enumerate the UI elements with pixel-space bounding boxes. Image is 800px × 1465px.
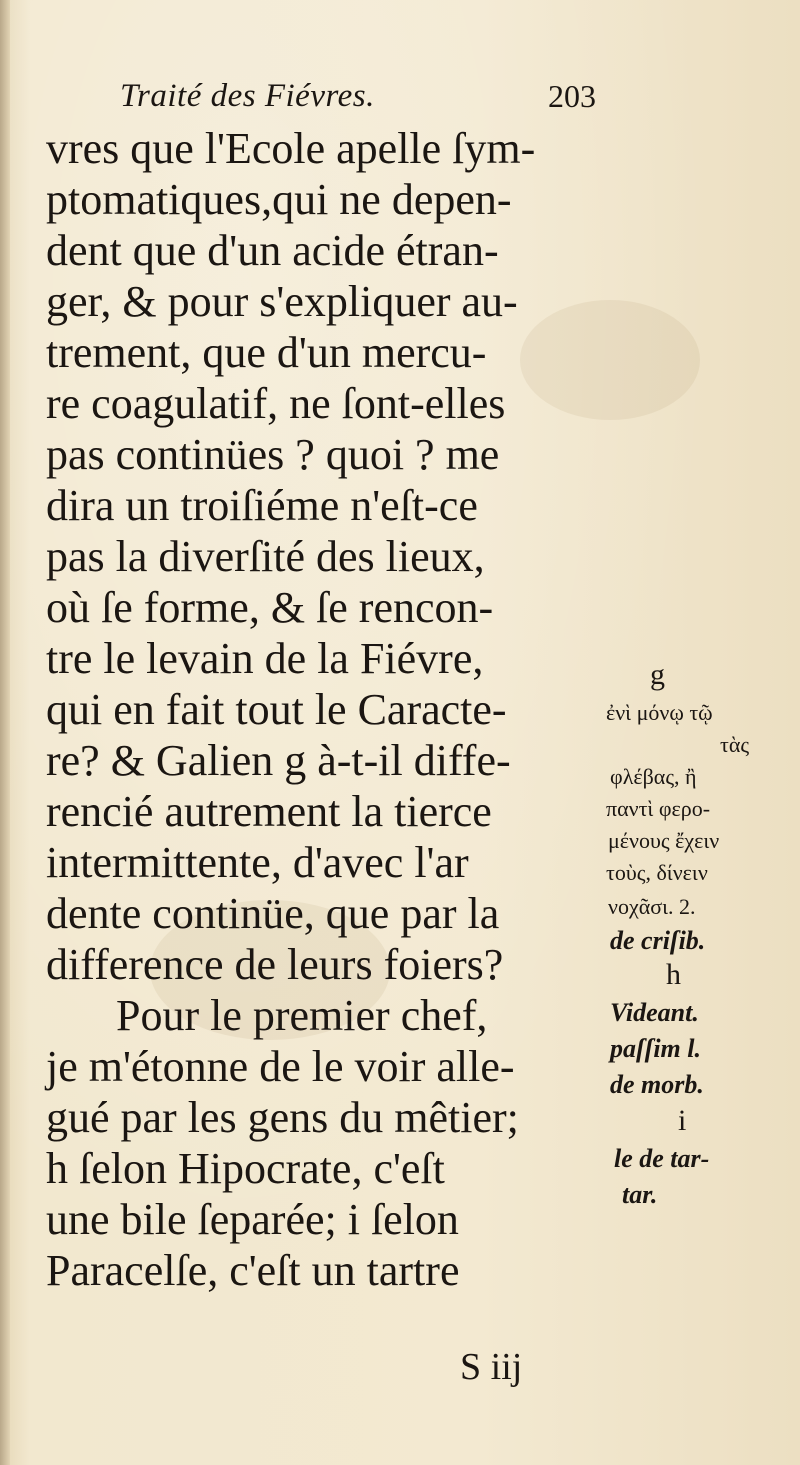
text-line: ger, & pour s'expliquer au-	[46, 277, 518, 326]
text-line: tre le levain de la Fiévre,	[46, 634, 484, 683]
greek-note-line: ἐνὶ μόνῳ τῷ	[606, 700, 713, 725]
text-line: qui en fait tout le Caracte-	[46, 685, 507, 734]
text-line: une bile ſeparée; i ſelon	[46, 1195, 459, 1244]
text-line: dent que d'un acide étran-	[46, 226, 499, 275]
text-line: Pour le premier chef,	[116, 991, 488, 1040]
greek-note-line: παντὶ φερο-	[606, 796, 711, 821]
text-line: où ſe forme, & ſe rencon-	[46, 583, 494, 632]
note-reference-i: le de tar-	[614, 1144, 710, 1173]
text-line: h ſelon Hipocrate, c'eſt	[46, 1144, 445, 1193]
text-line: vres que l'Ecole apelle ſym-	[46, 124, 536, 173]
page-header	[120, 78, 600, 128]
text-line: re? & Galien g à-t-il diffe-	[46, 736, 511, 785]
text-line: pas continües ? quoi ? me	[46, 430, 500, 479]
running-title: Traité des Fiévres.	[120, 78, 375, 114]
greek-note-line: τὰς	[720, 732, 750, 757]
paper-stain	[520, 300, 700, 420]
greek-note-line: τοὺς, δίνειν	[606, 860, 708, 885]
text-line: pas la diverſité des lieux,	[46, 532, 485, 581]
text-line: Paracelſe, c'eſt un tartre	[46, 1246, 460, 1295]
note-marker-i: i	[678, 1104, 687, 1137]
note-marker-h: h	[666, 958, 681, 991]
text-line: rencié autrement la tierce	[46, 787, 492, 836]
signature-mark: S iij	[460, 1346, 523, 1388]
text-line: dira un troiſiéme n'eſt-ce	[46, 481, 478, 530]
note-reference-g: de criſib.	[610, 926, 706, 955]
text-line: re coagulatif, ne ſont-elles	[46, 379, 506, 428]
note-reference-h: Videant.	[610, 998, 699, 1027]
page-number: 203	[548, 78, 596, 114]
text-line: intermittente, d'avec l'ar	[46, 838, 469, 887]
binding-edge	[0, 0, 10, 1465]
greek-note-line: νοχᾶσι. 2.	[608, 894, 696, 919]
note-reference-h: de morb.	[610, 1070, 704, 1099]
text-line: je m'étonne de le voir alle-	[46, 1042, 515, 1091]
text-line: dente continüe, que par la	[46, 889, 500, 938]
text-line: difference de leurs foiers?	[46, 940, 504, 989]
text-line: ptomatiques,qui ne depen-	[46, 175, 512, 224]
text-line: trement, que d'un mercu-	[46, 328, 487, 377]
note-reference-i: tar.	[622, 1180, 658, 1209]
greek-note-line: φλέβας, ἢ	[610, 764, 697, 789]
note-reference-h: paſſim l.	[610, 1034, 701, 1063]
text-line: gué par les gens du mêtier;	[46, 1093, 519, 1142]
greek-note-line: μένους ἔχειν	[608, 828, 720, 853]
note-marker-g: g	[650, 658, 665, 691]
